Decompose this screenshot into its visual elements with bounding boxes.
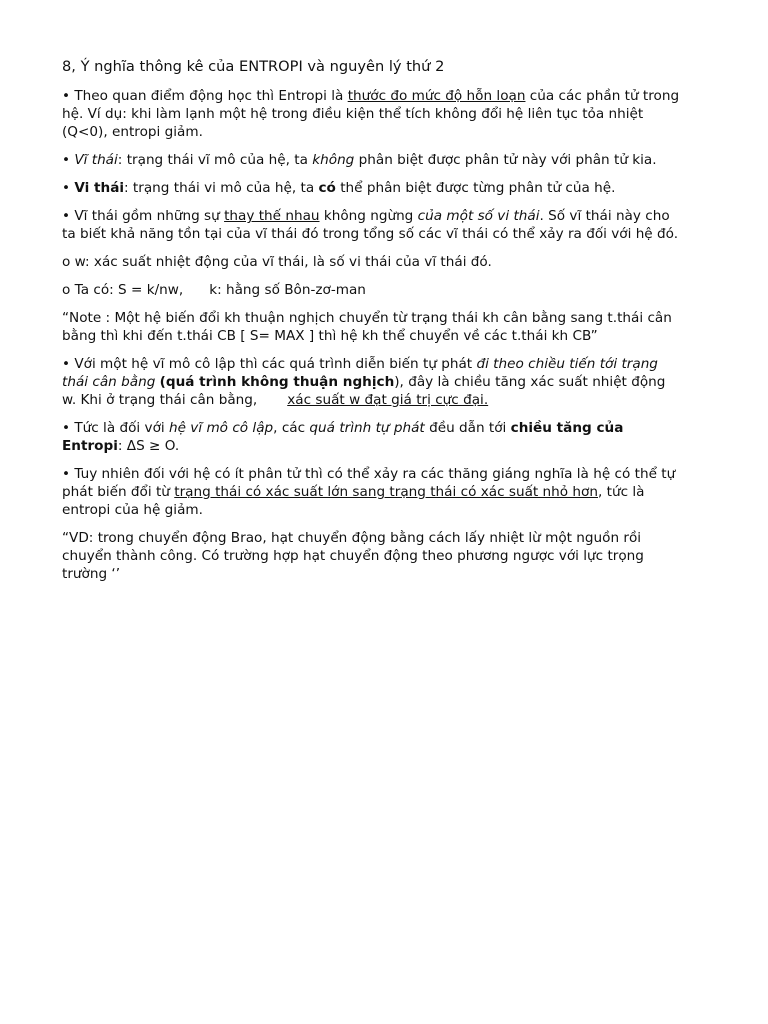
paragraph-fluctuations: [62, 465, 682, 519]
underlined-phrase: xác suất w đạt giá trị cực đại.: [287, 392, 489, 408]
italic-phrase: quá trình tự phát: [309, 420, 425, 436]
formula-text: o Ta có: S = k/nw,: [62, 282, 184, 298]
text-run: thể phân biệt được từng phân tử của hệ.: [335, 180, 616, 196]
paragraph-entropy-increase: [62, 419, 682, 455]
text-run: • Tuy nhiên đối với hệ có ít phân tử thì có thể xảy ra các thăng giáng nghĩa là hệ có thể tự phát biến đổi từ: [62, 466, 676, 500]
paragraph-vi-thai-composition: [62, 207, 682, 243]
bold-term: Vi thái: [74, 180, 125, 196]
paragraph-vi-thai-micro: [62, 179, 682, 197]
text-run: của các phần tử trong hệ. Ví dụ: khi làm lạnh một hệ trong điều kiện thể tích không đổi hệ liên tục tỏa nhiệt (Q<0), entropi giảm.: [62, 88, 680, 140]
text-run: • Theo quan điểm động học thì Entropi là: [62, 88, 348, 104]
boltzmann-constant-text: k: hằng số Bôn-zơ-man: [209, 282, 366, 298]
paragraph-note: “Note : Một hệ biến đổi kh thuận nghịch chuyển từ trạng thái kh cân bằng sang t.thái cân bằng thì khi đến t.thái CB [ S= MAX ] thì hệ kh thể chuyển về các t.thái kh CB”: [62, 310, 672, 344]
text-run: không ngừng: [319, 208, 418, 224]
bullet: •: [62, 152, 75, 168]
italic-phrase: đi theo chiều tiến tới trạng thái cân bằng: [62, 356, 658, 390]
text-run: . Số vĩ thái này cho ta biết khả năng tồn tại của vĩ thái đó trong tổng số các vĩ thái có thể xảy ra đối với hệ đó.: [62, 208, 679, 242]
bold-term: có: [318, 180, 336, 196]
underlined-phrase: thay thế nhau: [224, 208, 320, 224]
text-run: • Với một hệ vĩ mô cô lập thì các quá trình diễn biến tự phát: [62, 356, 477, 372]
bold-phrase: (quá trình không thuận nghịch: [159, 374, 395, 390]
paragraph-entropy-definition: [62, 87, 682, 141]
italic-phrase: hệ vĩ mô cô lập: [169, 420, 274, 436]
text-run: : ΔS ≥ O.: [117, 438, 180, 454]
text-run: • Tức là đối với: [62, 420, 169, 436]
text-run: phân biệt được phân tử này với phân tử kia.: [354, 152, 657, 168]
italic-phrase: của một số vi thái: [417, 208, 540, 224]
text-run: , tức là entropi của hệ giảm.: [62, 484, 645, 518]
text-run: , các: [273, 420, 310, 436]
document-page: [62, 57, 682, 593]
italic-term: không: [312, 152, 355, 168]
text-run: ), đây là chiều tăng xác suất nhiệt động w. Khi ở trạng thái cân bằng,: [62, 374, 666, 408]
paragraph-probability-w: o w: xác suất nhiệt động của vĩ thái, là số vi thái của vĩ thái đó.: [62, 254, 492, 270]
paragraph-formula: [62, 281, 682, 299]
text-run: : trạng thái vi mô của hệ, ta: [124, 180, 319, 196]
underlined-phrase: thước đo mức độ hỗn loạn: [347, 88, 526, 104]
paragraph-vi-thai-macro: [62, 151, 682, 169]
text-run: : trạng thái vĩ mô của hệ, ta: [117, 152, 313, 168]
bullet: •: [62, 180, 75, 196]
text-run: • Vĩ thái gồm những sự: [62, 208, 225, 224]
text-run: đều dẫn tới: [424, 420, 511, 436]
underlined-phrase: trạng thái có xác suất lớn sang trạng thái có xác suất nhỏ hơn: [174, 484, 598, 500]
paragraph-example: “VD: trong chuyển động Brao, hạt chuyển động bằng cách lấy nhiệt lừ một nguồn rồi chuyển thành công. Có trường hợp hạt chuyển động theo phương ngược với lực trọng trường ‘’: [62, 530, 644, 582]
italic-term: Vĩ thái: [74, 152, 118, 168]
bold-phrase: chiều tăng của Entropi: [62, 420, 624, 454]
paragraph-isolated-system: [62, 355, 682, 409]
section-heading: 8, Ý nghĩa thông kê của ENTROPI và nguyên lý thứ 2: [62, 58, 445, 75]
